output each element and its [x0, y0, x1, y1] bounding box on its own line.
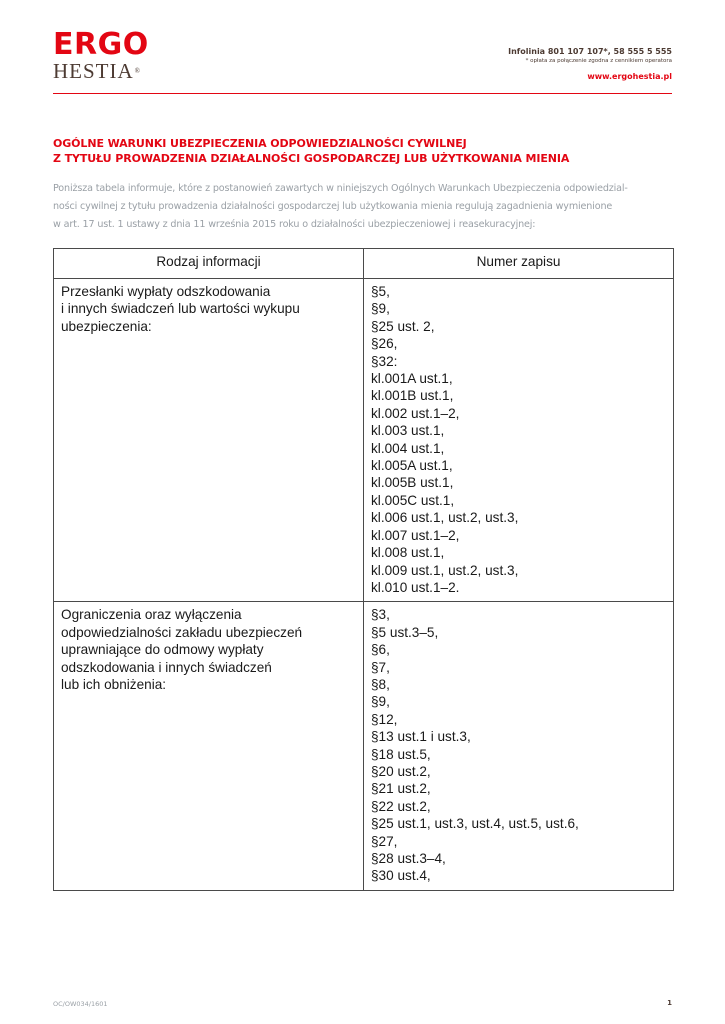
record-reference: kl.004 ust.1,: [371, 440, 445, 456]
record-reference: §21 ust.2,: [371, 781, 431, 797]
info-type-line: lub ich obniżenia:: [61, 676, 167, 692]
table-row: [54, 279, 674, 602]
table-header-row: [54, 249, 674, 279]
record-reference: §30 ust.4,: [371, 868, 431, 884]
title-line-2: Z TYTUŁU PROWADZENIA DZIAŁALNOŚCI GOSPODARCZEJ LUB UŻYTKOWANIA MIENIA: [53, 152, 570, 165]
logo-ergo-text: ERGO: [53, 27, 149, 62]
record-reference: §27,: [371, 833, 398, 849]
table-row: [54, 602, 674, 891]
record-reference: §8,: [371, 676, 390, 692]
header-info-type: Rodzaj informacji: [54, 249, 364, 279]
intro-line: Poniższa tabela informuje, które z postanowień zawartych w niniejszych Ogólnych Warunkach Ubezpieczenia odpowiedzial-: [53, 183, 628, 194]
website-link[interactable]: www.ergohestia.pl: [587, 72, 672, 81]
record-reference: §3,: [371, 607, 390, 623]
header-record-number: Numer zapisu: [364, 249, 674, 279]
record-reference: §18 ust.5,: [371, 746, 431, 762]
record-reference: §12,: [371, 711, 398, 727]
record-number-cell: [364, 602, 674, 891]
intro-paragraph: [53, 180, 678, 234]
record-reference: §9,: [371, 694, 390, 710]
record-reference: §22 ust.2,: [371, 798, 431, 814]
record-reference: §9,: [371, 301, 390, 317]
info-type-line: i innych świadczeń lub wartości wykupu: [61, 301, 300, 317]
ergo-hestia-logo[interactable]: [53, 27, 149, 83]
record-reference: §20 ust.2,: [371, 763, 431, 779]
record-reference: §5,: [371, 284, 390, 299]
record-reference: kl.009 ust.1, ust.2, ust.3,: [371, 562, 519, 578]
document-code: OC/OW034/1601: [53, 1000, 108, 1008]
logo-hestia-text: HESTIA®: [53, 59, 141, 83]
record-reference: §25 ust.1, ust.3, ust.4, ust.5, ust.6,: [371, 816, 579, 832]
info-type-cell: [54, 602, 364, 891]
record-number-cell: [364, 279, 674, 602]
info-type-line: ubezpieczenia:: [61, 318, 152, 334]
record-reference: §32:: [371, 353, 398, 369]
record-reference: kl.001B ust.1,: [371, 388, 454, 404]
record-reference: §7,: [371, 659, 390, 675]
header-divider: [53, 93, 672, 94]
title-line-1: OGÓLNE WARUNKI UBEZPIECZENIA ODPOWIEDZIALNOŚCI CYWILNEJ: [53, 137, 467, 150]
record-reference: kl.003 ust.1,: [371, 423, 445, 439]
record-reference: §5 ust.3–5,: [371, 624, 439, 640]
page-number: 1: [667, 999, 672, 1007]
contact-block: [508, 47, 672, 83]
record-reference: kl.005A ust.1,: [371, 458, 453, 474]
record-reference: §6,: [371, 642, 390, 658]
record-reference: kl.007 ust.1–2,: [371, 527, 460, 543]
record-reference: kl.010 ust.1–2.: [371, 579, 460, 595]
record-reference: §28 ust.3–4,: [371, 851, 446, 866]
infoline-note: * opłata za połączenie zgodna z cennikiem operatora: [525, 58, 672, 64]
info-type-line: Przesłanki wypłaty odszkodowania: [61, 284, 271, 299]
intro-line: ności cywilnej z tytułu prowadzenia działalności gospodarczej lub użytkowania mienia regulują zagadnienia wymienione: [53, 201, 613, 212]
intro-line: w art. 17 ust. 1 ustawy z dnia 11 września 2015 roku o działalności ubezpieczeniowej i reasekuracyjnej:: [53, 219, 536, 230]
info-type-line: Ograniczenia oraz wyłączenia: [61, 607, 242, 623]
record-reference: kl.006 ust.1, ust.2, ust.3,: [371, 510, 519, 526]
record-reference: kl.005B ust.1,: [371, 475, 454, 491]
registered-mark: ®: [134, 67, 141, 75]
record-reference: kl.002 ust.1–2,: [371, 405, 460, 421]
record-reference: §26,: [371, 336, 398, 352]
record-reference: kl.001A ust.1,: [371, 371, 453, 387]
record-reference: kl.005C ust.1,: [371, 492, 455, 508]
info-type-line: odszkodowania i innych świadczeń: [61, 659, 272, 675]
info-type-line: odpowiedzialności zakładu ubezpieczeń: [61, 624, 303, 640]
info-type-cell: [54, 279, 364, 602]
info-type-line: uprawniające do odmowy wypłaty: [61, 642, 264, 658]
information-table: [53, 248, 674, 891]
record-reference: §25 ust. 2,: [371, 318, 435, 334]
record-reference: kl.008 ust.1,: [371, 545, 445, 561]
document-title: [53, 136, 673, 166]
record-reference: §13 ust.1 i ust.3,: [371, 729, 471, 745]
infoline-phone: Infolinia 801 107 107*, 58 555 5 555: [508, 47, 672, 56]
